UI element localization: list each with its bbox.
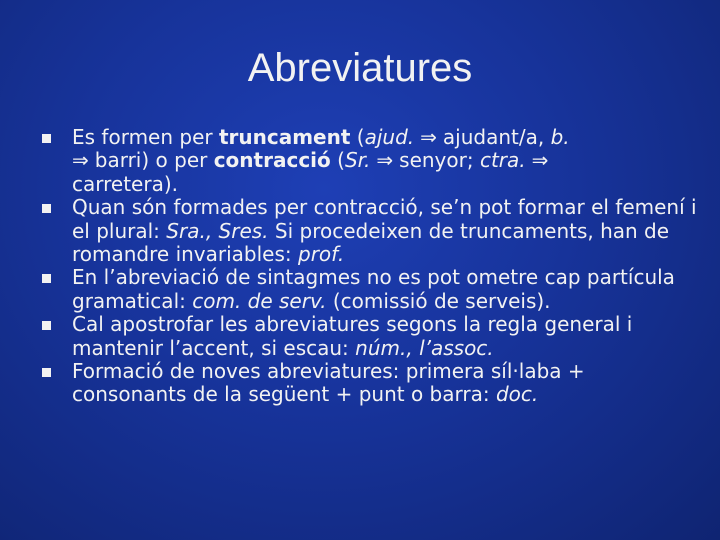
bullet-list xyxy=(42,126,702,407)
square-bullet-icon xyxy=(42,321,51,330)
example-abbreviation: doc. xyxy=(495,382,539,407)
bullet-item-contraccio xyxy=(42,196,702,266)
bullet-item-truncament xyxy=(42,126,702,196)
implies-arrow-icon: ⇒ xyxy=(531,148,549,173)
implies-arrow-icon: ⇒ xyxy=(376,148,394,173)
square-bullet-icon xyxy=(42,204,51,213)
bullet-item-sintagmes xyxy=(42,266,702,313)
bullet-item-apostrofar xyxy=(42,313,702,360)
bullet-text: Es formen per xyxy=(72,125,219,149)
bullet-text: senyor; xyxy=(399,148,480,173)
bullet-text: carretera). xyxy=(72,171,178,196)
implies-arrow-icon: ⇒ xyxy=(420,125,437,149)
example-abbreviation: ajud. xyxy=(364,125,415,149)
square-bullet-icon xyxy=(42,368,51,377)
example-abbreviation: Sra., Sres. xyxy=(166,218,269,243)
bullet-text: ( xyxy=(330,148,345,173)
bullet-text: barri) o per xyxy=(94,148,214,173)
bullet-item-formacio xyxy=(42,360,702,407)
bullet-text: Cal apostrofar les abreviatures segons la regla general i mantenir l’accent, si escau: xyxy=(72,312,633,360)
example-abbreviation: b. xyxy=(550,125,570,149)
bullet-text: En l’abreviació de sintagmes no es pot ometre cap partícula gramatical: xyxy=(72,265,675,313)
example-abbreviation: núm., l’assoc. xyxy=(355,335,494,360)
slide-title: Abreviatures xyxy=(247,46,473,90)
square-bullet-icon xyxy=(42,274,51,283)
example-abbreviation: ctra. xyxy=(479,148,526,173)
example-abbreviation: Sr. xyxy=(344,148,371,173)
square-bullet-icon xyxy=(42,134,51,143)
bullet-text: Si procedeixen de truncaments, han de romandre invariables: xyxy=(72,218,670,267)
bold-term: contracció xyxy=(213,148,331,173)
bold-term: truncament xyxy=(218,125,351,149)
example-abbreviation: prof. xyxy=(298,242,345,267)
bullet-text: Formació de noves abreviatures: primera síl·laba + consonants de la següent + punt o barra: xyxy=(72,359,585,407)
implies-arrow-icon: ⇒ xyxy=(72,148,89,173)
bullet-text: ajudant/a, xyxy=(442,125,551,149)
example-abbreviation: com. de serv. xyxy=(192,288,327,313)
bullet-text: Quan són formades per contracció, se’n pot formar el femení i el plural: xyxy=(72,195,697,243)
bullet-text: (comissió de serveis). xyxy=(326,288,551,313)
bullet-text: ( xyxy=(350,125,365,149)
